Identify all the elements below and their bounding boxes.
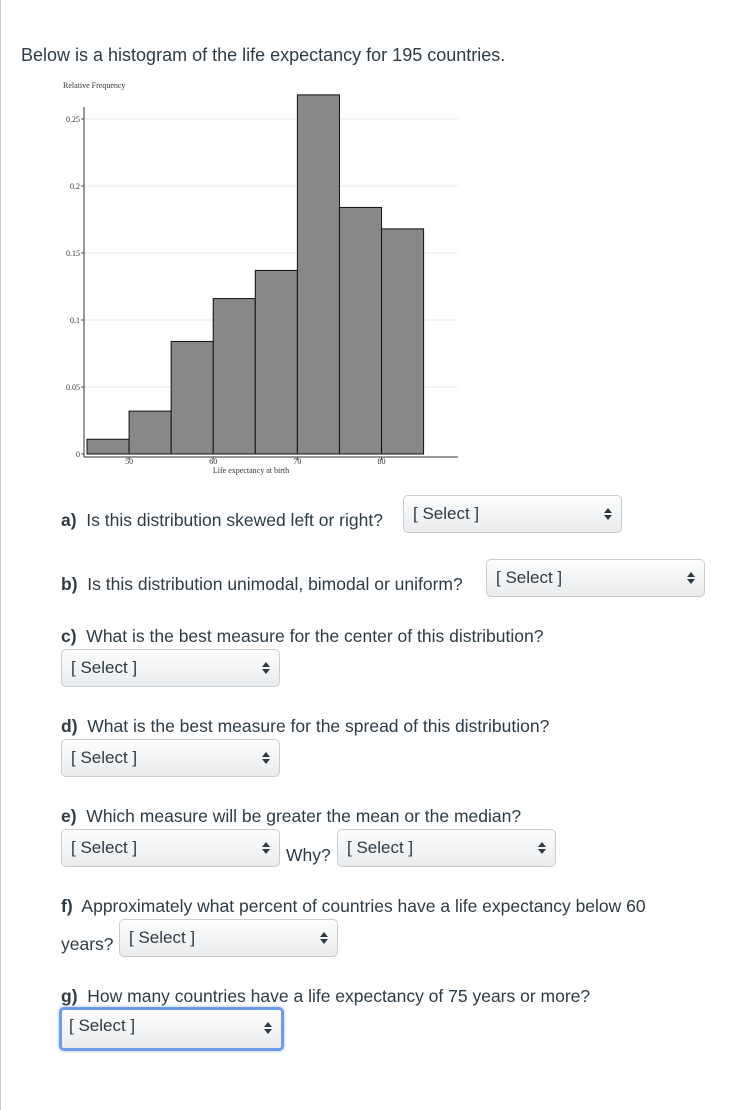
question-c-select[interactable] <box>61 649 280 687</box>
question-f-letter: f) <box>61 896 73 916</box>
select-arrows-icon <box>685 560 697 596</box>
x-tick-label: 50 <box>125 457 134 466</box>
select-arrows-icon <box>260 650 272 686</box>
y-tick-label: 0.25 <box>66 115 80 124</box>
question-e-select-value: [ Select ] <box>71 838 138 857</box>
question-f-text: Approximately what percent of countries have a life expectancy below 60 <box>81 896 646 916</box>
question-f-select[interactable] <box>119 919 338 957</box>
histogram-bar <box>129 411 171 454</box>
histogram-bar <box>255 270 297 454</box>
histogram-bar <box>213 299 255 454</box>
question-c <box>61 626 543 647</box>
question-d-select-value: [ Select ] <box>71 748 138 767</box>
select-arrows-icon <box>260 740 272 776</box>
y-tick-label: 0.15 <box>66 249 80 258</box>
y-tick-label: 0.2 <box>70 182 80 191</box>
question-e-select[interactable] <box>61 829 280 867</box>
x-tick-label: 70 <box>293 457 302 466</box>
question-c-letter: c) <box>61 626 77 646</box>
question-e-letter: e) <box>61 806 77 826</box>
question-b <box>61 574 463 595</box>
question-a <box>61 510 383 531</box>
question-b-select-value: [ Select ] <box>496 568 563 587</box>
question-d-text: What is the best measure for the spread of this distribution? <box>87 716 550 736</box>
histogram-bar <box>297 95 339 454</box>
question-c-select-value: [ Select ] <box>71 658 138 677</box>
question-c-text: What is the best measure for the center of this distribution? <box>86 626 544 646</box>
question-g-text: How many countries have a life expectancy of 75 years or more? <box>87 986 591 1006</box>
question-b-text: Is this distribution unimodal, bimodal or uniform? <box>87 574 463 594</box>
x-axis-label: Life expectancy at birth <box>212 466 290 475</box>
question-d-select[interactable] <box>61 739 280 777</box>
question-e <box>61 806 521 827</box>
histogram-chart <box>55 75 475 485</box>
question-a-select-value: [ Select ] <box>413 504 480 523</box>
question-a-select[interactable] <box>403 495 622 533</box>
select-arrows-icon <box>602 496 614 532</box>
select-arrows-icon <box>262 1010 274 1048</box>
question-g-select-value: [ Select ] <box>69 1016 136 1035</box>
y-tick-label: 0 <box>76 450 80 459</box>
select-arrows-icon <box>536 830 548 866</box>
x-tick-label: 60 <box>209 457 218 466</box>
question-g-letter: g) <box>61 986 78 1006</box>
question-e-why-select-value: [ Select ] <box>347 838 414 857</box>
intro-text: Below is a histogram of the life expectancy for 195 countries. <box>21 45 506 65</box>
question-g-select[interactable] <box>59 1007 284 1051</box>
question-a-letter: a) <box>61 510 77 530</box>
page-left-border <box>0 0 1 1110</box>
question-f-select-value: [ Select ] <box>129 928 196 947</box>
question-g <box>61 986 590 1007</box>
y-tick-label: 0.05 <box>66 383 80 392</box>
histogram-bar <box>171 341 213 454</box>
question-a-text: Is this distribution skewed left or right? <box>86 510 383 530</box>
question-d-letter: d) <box>61 716 78 736</box>
x-tick-label: 80 <box>377 457 386 466</box>
histogram-bar <box>339 207 381 454</box>
y-tick-label: 0.1 <box>70 316 80 325</box>
question-f-text-continued: years? <box>61 934 114 954</box>
y-axis-label: Relative Frequency <box>63 81 126 90</box>
question-e-text: Which measure will be greater the mean or the median? <box>86 806 522 826</box>
question-b-letter: b) <box>61 574 78 594</box>
histogram-bar <box>87 439 129 454</box>
question-e-why-select[interactable] <box>337 829 556 867</box>
question-b-select[interactable] <box>486 559 705 597</box>
histogram-bar <box>382 229 424 454</box>
select-arrows-icon <box>260 830 272 866</box>
question-d <box>61 716 549 737</box>
question-f <box>61 896 646 917</box>
select-arrows-icon <box>318 920 330 956</box>
question-e-why-label: Why? <box>286 845 331 865</box>
